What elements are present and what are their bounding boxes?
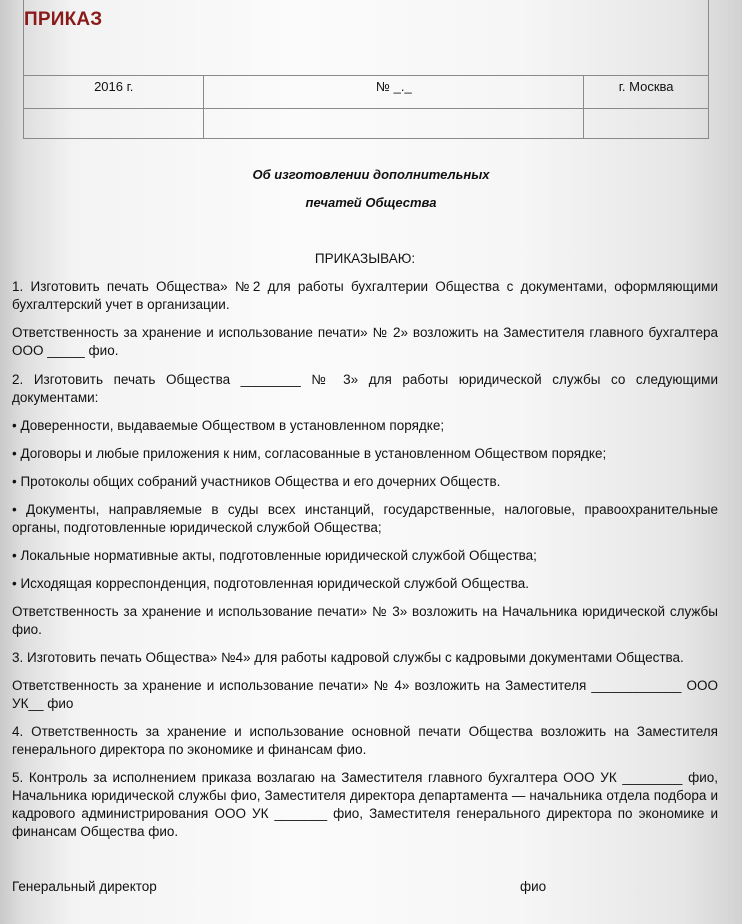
signature-name: фио [520, 879, 547, 894]
paragraph-item-5: 5. Контроль за исполнением приказа возлагаю на Заместителя главного бухгалтера ООО УК ________ фио, Начальника юридической службы фио, Заместителя директора департамента — начальника отдела подбора и кадрового администрирования ООО УК _______ фио, Заместителя генерального директора по экономике и финансам Общества фио. [12, 770, 718, 839]
paragraph-item-4: 4. Ответственность за хранение и использование основной печати Общества возложить на Заместителя генерального директора по экономике и финансам фио. [12, 724, 718, 757]
empty-cell [584, 109, 709, 139]
bullet-item: • Локальные нормативные акты, подготовленные юридической службой Общества; [12, 548, 537, 563]
bullet-item: • Доверенности, выдаваемые Обществом в установленном порядке; [12, 418, 445, 433]
responsibility-seal-3: Ответственность за хранение и использование печати» № 3» возложить на Начальника юридической службы фио. [12, 604, 718, 637]
date-cell: 2016 г. [24, 76, 204, 109]
city-cell: г. Москва [584, 76, 709, 109]
responsibility-seal-2: Ответственность за хранение и использование печати» № 2» возложить на Заместителя главного бухгалтера ООО _____ фио. [12, 325, 718, 358]
bullet-item: • Договоры и любые приложения к ним, согласованные в установленном Обществом порядке; [12, 446, 607, 461]
header-table [23, 0, 709, 139]
subject-line-2: печатей Общества [305, 195, 437, 210]
responsibility-seal-4: Ответственность за хранение и использование печати» № 4» возложить на Заместителя ____________ ООО УК__ фио [12, 678, 718, 711]
bullet-item: • Исходящая корреспонденция, подготовленная юридической службой Общества. [12, 576, 530, 591]
document-type-title: ПРИКАЗ [24, 9, 103, 30]
bullet-item: • Протоколы общих собраний участников Общества и его дочерних Обществ. [12, 474, 501, 489]
header-title-cell [24, 0, 709, 76]
signature-position: Генеральный директор [12, 879, 157, 894]
paragraph-item-1: 1. Изготовить печать Общества» №2 для работы бухгалтерии Общества с документами, оформляющими бухгалтерский учет в организации. [12, 279, 718, 312]
paragraph-item-3: 3. Изготовить печать Общества» №4» для работы кадровой службы с кадровыми документами Общества. [12, 650, 684, 665]
empty-cell [24, 109, 204, 139]
decree-heading: ПРИКАЗЫВАЮ: [314, 251, 416, 266]
number-cell: № _._ [204, 76, 584, 109]
paragraph-item-2: 2. Изготовить печать Общества ________ № 3» для работы юридической службы со следующими документами: [12, 372, 718, 405]
bullet-item: • Документы, направляемые в суды всех инстанций, государственные, налоговые, правоохранительные органы, подготовленные юридической службой Общества; [12, 502, 718, 535]
subject-line-1: Об изготовлении дополнительных [252, 167, 490, 182]
empty-cell [204, 109, 584, 139]
